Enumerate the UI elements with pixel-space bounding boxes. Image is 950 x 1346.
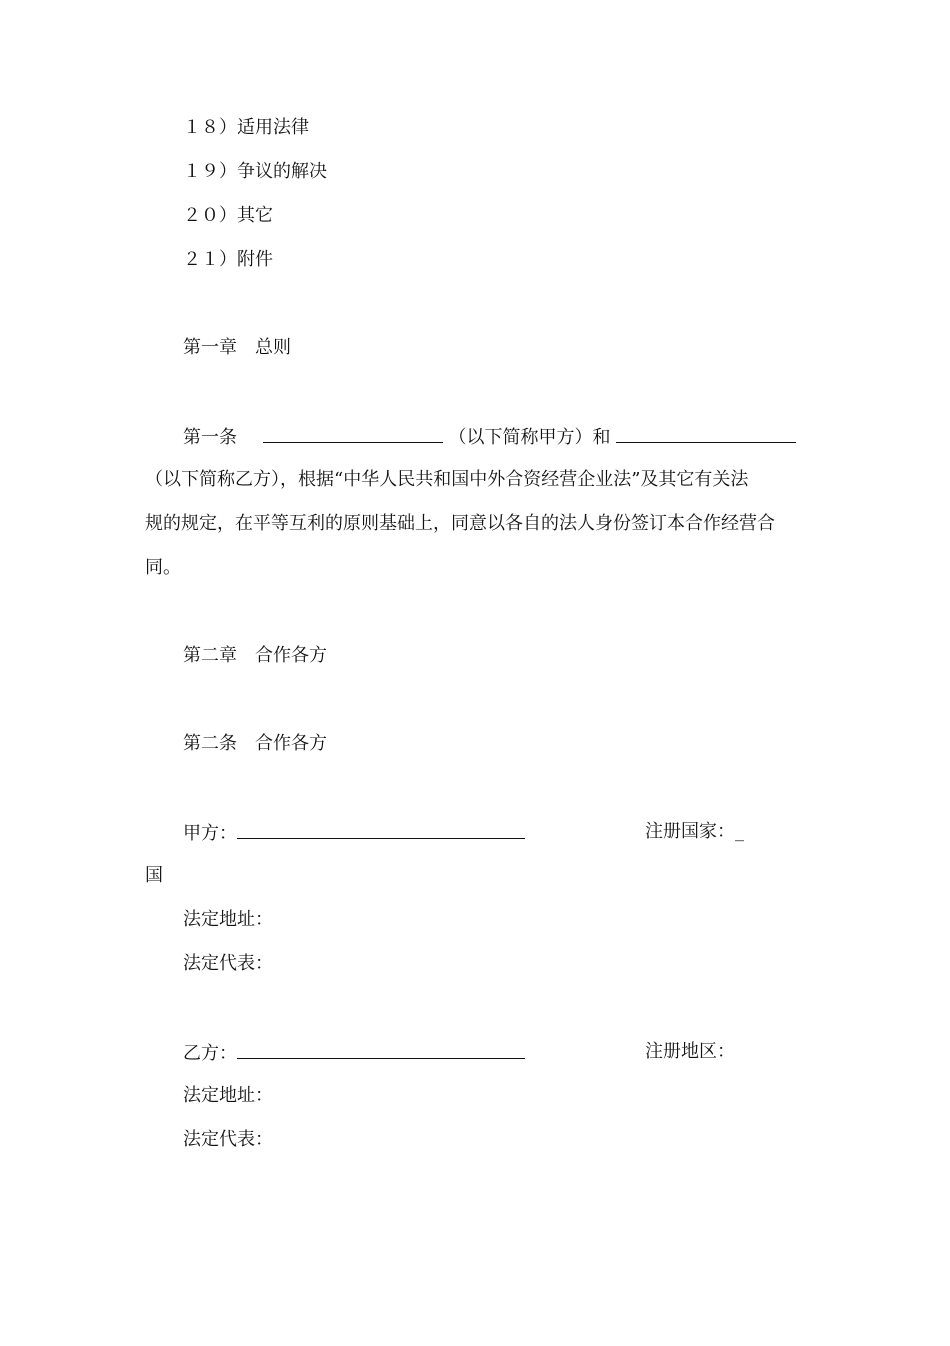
party-a-blank[interactable]: [237, 820, 525, 839]
toc-item-20: ２０）其它: [183, 205, 273, 226]
party-b-blank[interactable]: [237, 1040, 525, 1059]
party-a-rep-label: 法定代表：: [183, 953, 273, 974]
chapter-1-title: 第一章 总则: [183, 337, 291, 358]
article-1-line-2: （以下简称乙方），根据“中华人民共和国中外合资经营企业法”及其它有关法: [145, 469, 749, 490]
article-1-first-line: [183, 424, 796, 450]
party-a-name-blank[interactable]: [263, 424, 443, 443]
party-a-country-label: 注册国家：_: [645, 821, 744, 842]
party-a-row: [183, 820, 525, 846]
party-b-row: [183, 1040, 525, 1066]
article-1-party-a-suffix: （以下简称甲方）和: [448, 427, 611, 448]
toc-item-21: ２１）附件: [183, 249, 273, 270]
chapter-2-title: 第二章 合作各方: [183, 645, 327, 666]
article-1-line-4: 同。: [145, 557, 181, 578]
article-1-label: 第一条: [183, 427, 237, 448]
article-2-title: 第二条 合作各方: [183, 733, 327, 754]
toc-item-18: １８）适用法律: [183, 117, 309, 138]
party-b-label: 乙方：: [183, 1043, 237, 1064]
party-a-country-suffix: 国: [145, 865, 163, 886]
party-b-address-label: 法定地址：: [183, 1085, 273, 1106]
article-1-line-3: 规的规定，在平等互利的原则基础上，同意以各自的法人身份签订本合作经营合: [145, 513, 775, 534]
party-b-name-blank[interactable]: [616, 424, 796, 443]
party-b-rep-label: 法定代表：: [183, 1129, 273, 1150]
party-b-region-label: 注册地区：: [645, 1041, 735, 1062]
toc-item-19: １９）争议的解决: [183, 161, 327, 182]
party-a-address-label: 法定地址：: [183, 909, 273, 930]
party-a-label: 甲方：: [183, 823, 237, 844]
